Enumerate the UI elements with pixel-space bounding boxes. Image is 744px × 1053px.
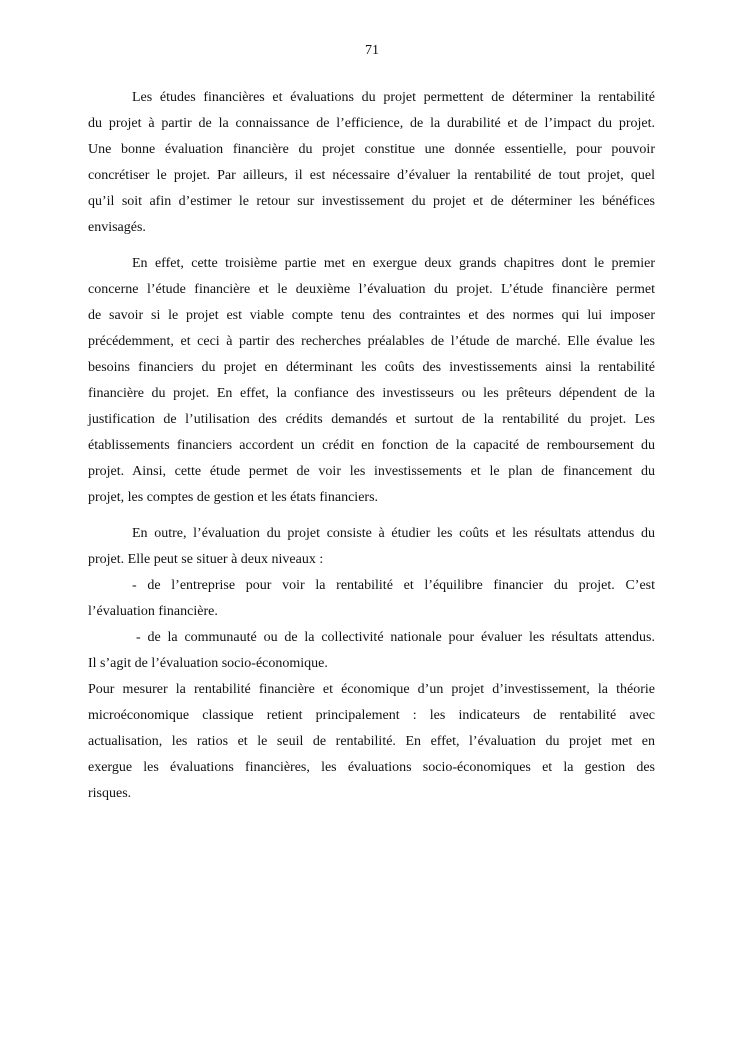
text-line: du projet à partir de la connaissance de l’efficience, de la durabilité et de l’impact du projet. [88,116,655,131]
text-line: Une bonne évaluation financière du projet constitue une donnée essentielle, pour pouvoir [88,142,655,157]
text-line: - de l’entreprise pour voir la rentabilité et l’équilibre financier du projet. C’est [132,578,655,593]
text-line: exergue les évaluations financières, les évaluations socio-économiques et la gestion des [88,760,655,775]
text-line: de savoir si le projet est viable compte tenu des contraintes et des normes qui lui imposer [88,308,655,323]
paragraph-3 [88,521,655,573]
paragraph-2 [88,251,655,511]
list-item-2 [88,625,655,677]
text-line: concrétiser le projet. Par ailleurs, il est nécessaire d’évaluer la rentabilité de tout projet, quel [88,168,655,183]
text-line: envisagés. [88,220,146,235]
list-item-1 [88,573,655,625]
text-line: projet. Ainsi, cette étude permet de voir les investissements et le plan de financement du [88,464,655,479]
text-line: financière du projet. En effet, la confiance des investisseurs ou les prêteurs dépendent de la [88,386,655,401]
text-line: Pour mesurer la rentabilité financière et économique d’un projet d’investissement, la théorie [88,682,655,697]
text-line: l’évaluation financière. [88,604,218,619]
text-line: risques. [88,786,132,801]
text-line: microéconomique classique retient principalement : les indicateurs de rentabilité avec [88,708,655,723]
paragraph-1 [88,85,655,241]
text-line: besoins financiers du projet en déterminant les coûts des investissements ainsi la rentabilité [88,360,655,375]
body-text [88,85,655,807]
text-line: - de la communauté ou de la collectivité nationale pour évaluer les résultats attendus. [136,630,655,645]
text-line: précédemment, et ceci à partir des recherches préalables de l’étude de marché. Elle évalue les [88,334,655,349]
text-line: justification de l’utilisation des crédits demandés et surtout de la rentabilité du projet. Les [88,412,655,427]
text-line: établissements financiers accordent un crédit en fonction de la capacité de remboursement du [88,438,655,453]
text-line: actualisation, les ratios et le seuil de rentabilité. En effet, l’évaluation du projet met en [88,734,655,749]
text-line: En effet, cette troisième partie met en exergue deux grands chapitres dont le premier [132,256,655,271]
text-line: concerne l’étude financière et le deuxième l’évaluation du projet. L’étude financière permet [88,282,655,297]
text-line: Il s’agit de l’évaluation socio-économique. [88,656,328,671]
text-line: Les études financières et évaluations du projet permettent de déterminer la rentabilité [132,90,655,105]
text-line: projet, les comptes de gestion et les états financiers. [88,490,379,505]
page-number: 71 [365,43,379,58]
text-line: projet. Elle peut se situer à deux niveaux : [88,552,324,567]
text-line: En outre, l’évaluation du projet consiste à étudier les coûts et les résultats attendus du [132,526,655,541]
text-line: qu’il soit afin d’estimer le retour sur investissement du projet et de déterminer les bénéfices [88,194,655,209]
paragraph-4 [88,677,655,807]
